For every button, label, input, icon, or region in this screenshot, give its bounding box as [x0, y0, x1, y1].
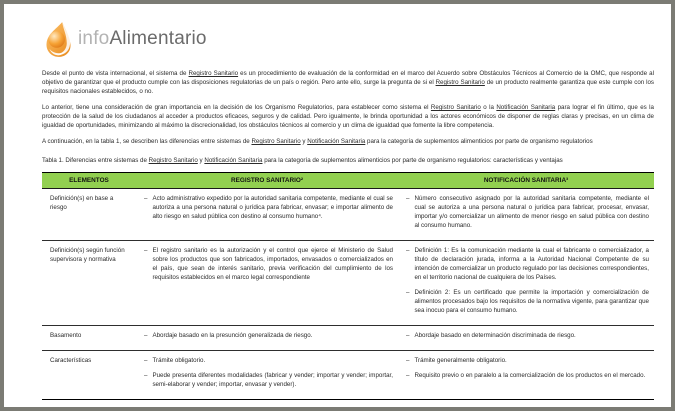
text-segment: y: [300, 137, 308, 145]
bullet-item: [406, 372, 649, 381]
intro-paragraph-1: [42, 70, 654, 97]
notificacion-cell: [398, 240, 654, 325]
bullet-text: Trámite obligatorio.: [152, 356, 206, 364]
bullet-text: Definición 1: Es la comunicación mediante la cual el fabricante o comercializador, a título de declaración jurada, informa a la Autoridad Nacional Competente de su intención de comercializar un producto regulado por las decisiones correspondientes, en el territorio nacional de cualquiera de los Países.: [414, 246, 649, 281]
notificacion-cell: [398, 350, 654, 399]
dash-glyph: –: [406, 288, 410, 296]
header-elementos: ELEMENTOS: [42, 172, 136, 188]
dash-glyph: –: [144, 371, 148, 379]
bullet-item: [406, 357, 649, 366]
table-row: [42, 188, 654, 240]
text-segment: Tabla 1. Diferencias entre sistemas de: [42, 156, 149, 164]
row-element-label: Características: [50, 356, 92, 364]
registro-cell: [136, 325, 398, 350]
bullet-item: [406, 289, 649, 316]
underlined-term: Registro Sanitario: [430, 103, 481, 111]
text-segment: de un producto realmente garantiza que este cumple con los requisitos nacionales establecidos, o no.: [42, 78, 654, 95]
dash-glyph: –: [406, 331, 410, 339]
bullet-text: Puede presenta diferentes modalidades (fabricar y vender; importar y vender; importar, semi-elaborar y vender; importar, envasar y vender).: [152, 371, 393, 388]
bullet-text: Requisito previo o en paralelo a la comercialización de los productos en el mercado.: [414, 371, 646, 379]
text-segment: para la categoría de suplementos alimenticios por parte de organismo regulatorios: características y ventajas: [262, 156, 563, 164]
row-element-cell: [42, 240, 136, 325]
bullet-item: [144, 195, 393, 222]
header-registro-sanitario: REGISTRO SANITARIO²: [136, 172, 398, 188]
text-segment: es un procedimiento de evaluación de la conformidad en el marco del Acuerdo sobre Obstáculos Técnicos al Comercio de la OMC, que responde al objetivo de garantizar que el producto cumple con las disposiciones regulatorias de un país o región. Pero ante ello, surge la pregunta de si el: [42, 70, 654, 86]
logo-prefix: info: [78, 28, 110, 49]
underlined-term: Notificación Sanitaria: [307, 137, 366, 145]
row-element-label: Basamento: [50, 331, 82, 339]
bullet-item: [406, 247, 649, 283]
bullet-item: [144, 372, 393, 390]
bullet-item: [406, 195, 649, 231]
underlined-term: Notificación Sanitaria: [204, 156, 263, 164]
registro-cell: [136, 350, 398, 399]
notificacion-cell: [398, 325, 654, 350]
bullet-text: Trámite generalmente obligatorio.: [414, 356, 507, 364]
bullet-text: Definición 2: Es un certificado que permite la importación y comercialización de alimentos procesados bajo los requisitos de la normativa vigente, para garantizar que sea inocuo para el consumo humano.: [414, 288, 649, 314]
bullet-text: Abordaje basado en la presunción generalizada de riesgo.: [152, 331, 313, 339]
registro-cell: [136, 240, 398, 325]
intro-paragraph-3: [42, 138, 654, 147]
text-segment: Lo anterior, tiene una consideración de gran importancia en la decisión de los Organismo Regulatorios, para establecer como sistema el: [42, 103, 431, 111]
dash-glyph: –: [144, 356, 148, 364]
notificacion-cell: [398, 188, 654, 240]
dash-glyph: –: [144, 246, 148, 254]
table-row: [42, 350, 654, 399]
dash-glyph: –: [406, 356, 410, 364]
underlined-term: Registro Sanitario: [188, 70, 239, 77]
comparison-table: [42, 172, 654, 400]
text-segment: para la categoría de suplementos alimenticios por parte de organismo regulatorios: [365, 137, 593, 145]
logo: [42, 20, 654, 58]
bullet-text: Número consecutivo asignado por la autoridad sanitaria competente, mediante el cual se autoriza a una persona natural o jurídica para fabricar, procesar, envasar, importar y/o comercializar un alimento de menor riesgo en salud pública con destino al consumo humano.: [414, 194, 649, 229]
text-segment: A continuación, en la tabla 1, se describen las diferencias entre sistemas de: [42, 137, 252, 145]
text-segment: para lograr el fin último, que es la protección de la salud de los ciudadanos al acceder a productos eficaces, seguros y de calidad. Pero igualmente, le brinda oportunidad a los actores económicos de disponer de reglas claras y precisas, en un clima de igualdad de oportunidades, minimizando al máximo la discrecionalidad, los obstáculos técnicos al comercio y un clima de igualdad que fomente la libre competencia.: [42, 103, 654, 129]
dash-glyph: –: [406, 246, 410, 254]
logo-suffix: Alimentario: [109, 28, 207, 49]
registro-cell: [136, 188, 398, 240]
flame-drop-icon: [42, 21, 75, 58]
bullet-item: [144, 332, 393, 341]
intro-paragraph-2: [42, 104, 654, 131]
row-element-cell: [42, 325, 136, 350]
row-element-label: Definición(s) en base a riesgo: [50, 194, 114, 211]
dash-glyph: –: [144, 331, 148, 339]
underlined-term: Registro Sanitario: [435, 78, 485, 86]
underlined-term: Registro Sanitario: [148, 156, 198, 164]
header-notificacion-sanitaria: NOTIFICACIÓN SANITARIA³: [398, 172, 654, 188]
bullet-item: [144, 357, 393, 366]
table-caption: [42, 157, 654, 166]
dash-glyph: –: [406, 194, 410, 202]
underlined-term: Registro Sanitario: [251, 137, 301, 145]
bullet-item: [144, 247, 393, 283]
row-element-label: Definición(s) según función supervisora y normativa: [50, 246, 125, 263]
underlined-term: Notificación Sanitaria: [496, 103, 556, 111]
text-segment: Desde el punto de vista internacional, el sistema de: [42, 70, 189, 77]
table-row: [42, 325, 654, 350]
bullet-text: Acto administrativo expedido por la autoridad sanitaria competente, mediante el cual se autoriza a una persona natural o jurídica para fabricar, envasar; e importar alimento de alto riesgo en salud pública con destino al consumo humano⁴.: [152, 194, 393, 220]
bullet-text: El registro sanitario es la autorización y el control que ejerce el Ministerio de Salud sobre los productos que son fabricados, importados, envasados o comercializados en el país, que sean de interés sanitario, previa verificación del cumplimiento de los requisitos establecidos en el marco legal correspondiente: [152, 246, 393, 281]
row-element-cell: [42, 188, 136, 240]
bullet-text: Abordaje basado en determinación discriminada de riesgo.: [414, 331, 576, 339]
text-segment: y: [197, 156, 205, 164]
row-element-cell: [42, 350, 136, 399]
table-row: [42, 240, 654, 325]
page-content: [4, 4, 671, 400]
table-body: [42, 188, 654, 399]
logo-wordmark: [78, 28, 207, 50]
bullet-item: [406, 332, 649, 341]
table-header: [42, 172, 654, 188]
dash-glyph: –: [406, 371, 410, 379]
dash-glyph: –: [144, 194, 148, 202]
text-segment: o la: [480, 103, 497, 111]
